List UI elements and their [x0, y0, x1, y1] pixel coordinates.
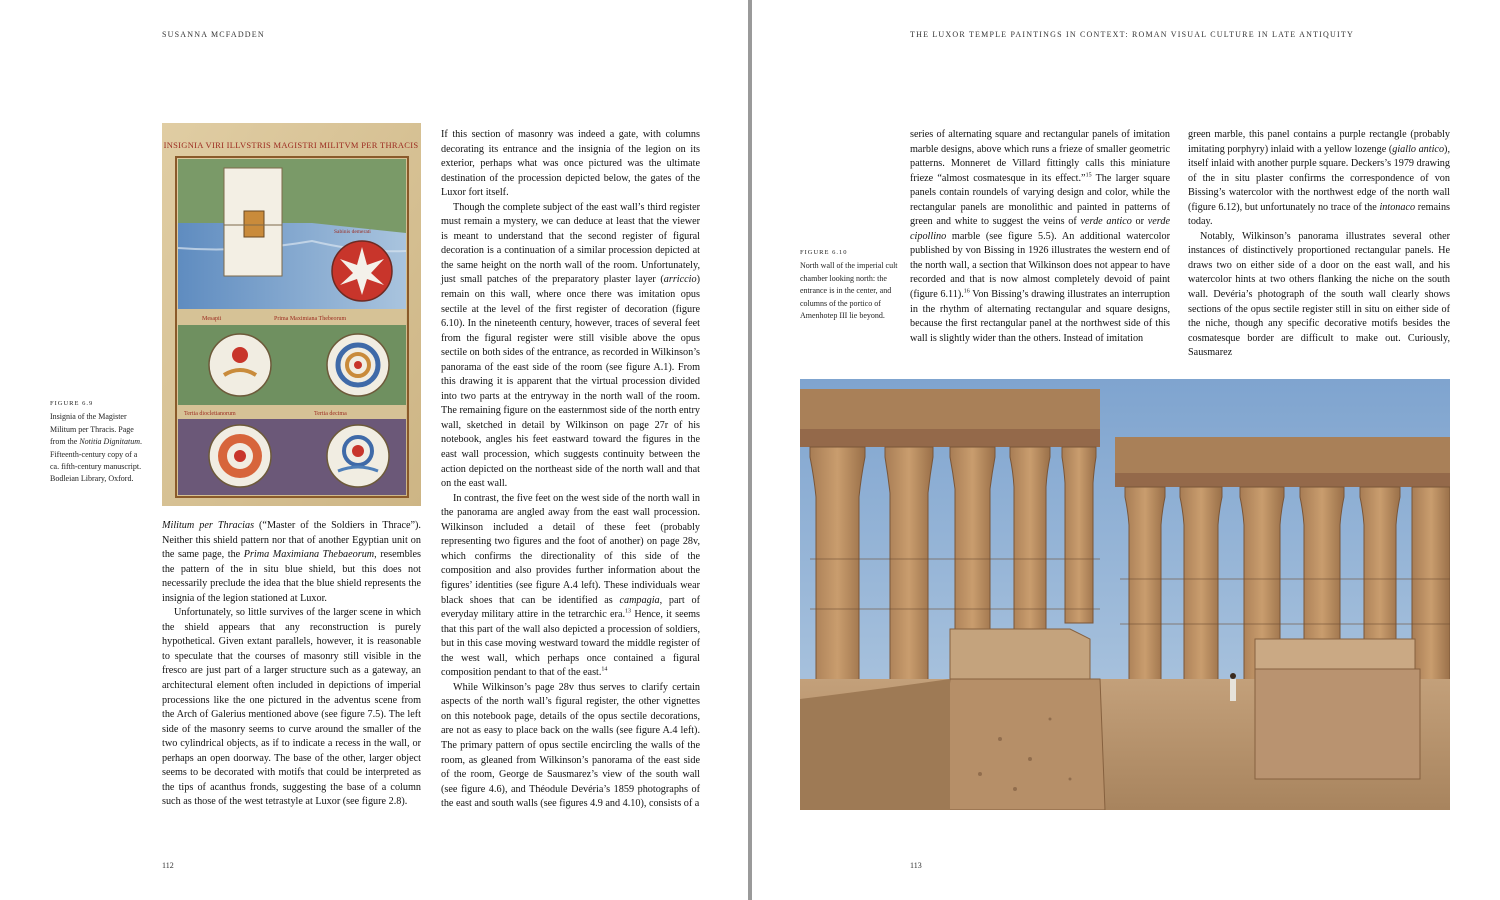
figure-6-9-caption-text: Insignia of the Magister Militum per Thracis. Page from the Notitia Dignitatum. Fifteenth-century copy of a ca. fifth-century manuscript. Bodleian Library, Oxford. — [50, 412, 142, 484]
figure-6-9-caption — [50, 398, 148, 486]
figure-6-9-label: FIGURE 6.9 — [50, 400, 94, 407]
page-number-right: 113 — [910, 861, 922, 870]
figure-6-9-manuscript-image — [162, 123, 421, 506]
svg-text:Tertia decima: Tertia decima — [314, 411, 347, 417]
figure-6-10-caption — [800, 247, 900, 322]
left-column-text: Militum per Thracias (“Master of the Soldiers in Thrace”). Neither this shield pattern nor that of another Egyptian unit on the same page, the Prima Maximiana Thebaeorum, resembles the pattern of the in situ blue shield, but this does not necessarily preclude the idea that the blue shield represents the insignia of the legion stationed at Luxor. Unfortunately, so little survives of the larger scene in which the shield appears that any reconstruction is purely hypothetical. Given extant parallels, however, it is reasonable to speculate that the courses of masonry still visible in the fresco are just part of a larger structure such as a gateway, an architectural element often included in depictions of imperial processions like the one pictured in the adventus scene from the Arch of Galerius mentioned above (see figure 7.5). The left side of the masonry seems to curve around the smaller of the two cylindrical objects, as if to indicate a recess in the wall, or perhaps an open doorway. The base of the other, larger object seems to be decorated with motifs that could be interpreted as the tips of acanthus fronds, suggesting the base of a column such as those of the west tetrastyle at Luxor (see figure 2.8). — [162, 520, 421, 808]
left-page — [0, 0, 748, 900]
svg-text:Prima Maximiana Thebeorum: Prima Maximiana Thebeorum — [274, 316, 347, 322]
svg-text:Mesapii: Mesapii — [202, 316, 222, 322]
running-head-left: SUSANNA MCFADDEN — [162, 30, 265, 39]
page-number-left: 112 — [162, 861, 174, 870]
figure-6-10-caption-text: North wall of the imperial cult chamber looking north: the entrance is in the center, and columns of the portico of Amenhotep III lie beyond. — [800, 261, 898, 321]
svg-text:Sabinis demerati: Sabinis demerati — [334, 229, 371, 235]
running-head-right: THE LUXOR TEMPLE PAINTINGS IN CONTEXT: ROMAN VISUAL CULTURE IN LATE ANTIQUITY — [910, 30, 1354, 39]
figure-6-10-temple-photo — [800, 379, 1450, 810]
right-column-text: If this section of masonry was indeed a gate, with columns decorating its entrance and the insignia of the legion on its exterior, perhaps what was once pictured was the ultimate destination of the procession depicted below, the gates of the Luxor fort itself. Though the complete subject of the east wall’s third register must remain a mystery, we can deduce at least that the viewer is meant to understand that the second register of figural decoration is a continuation of a similar procession depicted at the same height on the north wall of the room. Unfortunately, just small patches of the preparatory plaster layer (arriccio) remain on this wall, where once there was imitation opus sectile at the level of the first register of decoration (figure 6.10). In the nineteenth century, however, traces of several feet from the figural register were still visible above the opus sectile on both sides of the entrance, as recorded in Wilkinson’s panorama of the east side of the room (see figure A.1). From this drawing it is apparent that the virtual procession divided into two parts at the entryway in the north wall of the room. The remaining figure on the easternmost side of the north entry wall, sketched in detail by Wilkinson on page 27r of his notebook, angles his feet eastward toward the figures in the east wall procession, which suggests continuity between the action depicted on the northeast side of the north wall and that on the east wall. In contrast, the five feet on the west side of the north wall in the panorama are angled away from the east wall procession. Wilkinson included a detail of these feet (probably representing two figures and the foot of another) on page 28v, which confirms the directionality of this side of the composition and also provides further information about the figures’ identities (see figure A.4 left). These individuals wear black shoes that can be identified as campagia, part of everyday military attire in the tetrarchic era.$^{13}$ Hence, it seems that this part of the wall also depicted a procession of soldiers, but in this case moving westward toward the middle register of the west wall, which perhaps once contained a figural composition pendant to that of the east.$^{14}$ While Wilkinson’s page 28v thus serves to clarify certain aspects of the north wall’s figural register, the other vignettes on this notebook page, details of the opus sectile decorations, are not as easy to place back on the walls (see figure A.4 left). The primary pattern of opus sectile encircling the walls of the room, as gleaned from Wilkinson’s panorama of the east side of the room, George de Sausmarez’s view of the south wall (see figure 4.6), and Théodule Devéria’s 1859 photographs of the east and south walls (see figures 4.9 and 4.10), consists of a — [441, 129, 701, 810]
svg-text:INSIGNIA VIRI ILLVSTRIS MAGIST: INSIGNIA VIRI ILLVSTRIS MAGISTRI MILITVM PER THRACIS — [163, 140, 419, 150]
right-page-column-1-text: series of alternating square and rectangular panels of imitation marble designs, above which runs a frieze of smaller geometric patterns. Monneret de Villard fittingly calls this miniature frieze “almost cosmatesque in its effect.”$^{15}$ The larger square panels contain roundels of varying design and color, while the rectangular panels are monolithic and painted in patterns of green and white to suggest the veins of verde antico or verde cipollino marble (see figure 5.5). An additional watercolor published by von Bissing in 1926 illustrates the western end of the north wall, a section that Wilkinson does not appear to have recorded and that is now almost completely devoid of paint (figure 6.11).$^{16}$ Von Bissing’s drawing illustrates an interruption in the rhythm of alternating rectangular and square designs, because the first rectangular panel at the northwest side of this wall is slightly wider than the others. Instead of imitation — [910, 129, 1171, 344]
right-page — [752, 0, 1500, 900]
svg-text:Tertia diocletianorum: Tertia diocletianorum — [184, 411, 236, 417]
figure-6-10-label: FIGURE 6.10 — [800, 249, 848, 256]
right-page-column-2-text: green marble, this panel contains a purple rectangle (probably imitating porphyry) inlaid with a yellow lozenge (giallo antico), itself inlaid with another purple square. Deckers’s 1979 drawing of the in situ plaster confirms the correspondence of von Bissing’s watercolor with the northwest edge of the north wall (figure 6.12), but unfortunately no trace of the intonaco remains today. Notably, Wilkinson’s panorama illustrates several other instances of distinctively proportioned rectangular panels. He draws two on either side of a door on the east wall, and his watercolor hints at two others flanking the niche on the south wall. Devéria’s photograph of the south wall clearly shows sections of the opus sectile register still in situ on either side of the niche, though any specific decorative motifs besides the cosmatesque border are difficult to make out. Curiously, Sausmarez — [1188, 129, 1451, 359]
